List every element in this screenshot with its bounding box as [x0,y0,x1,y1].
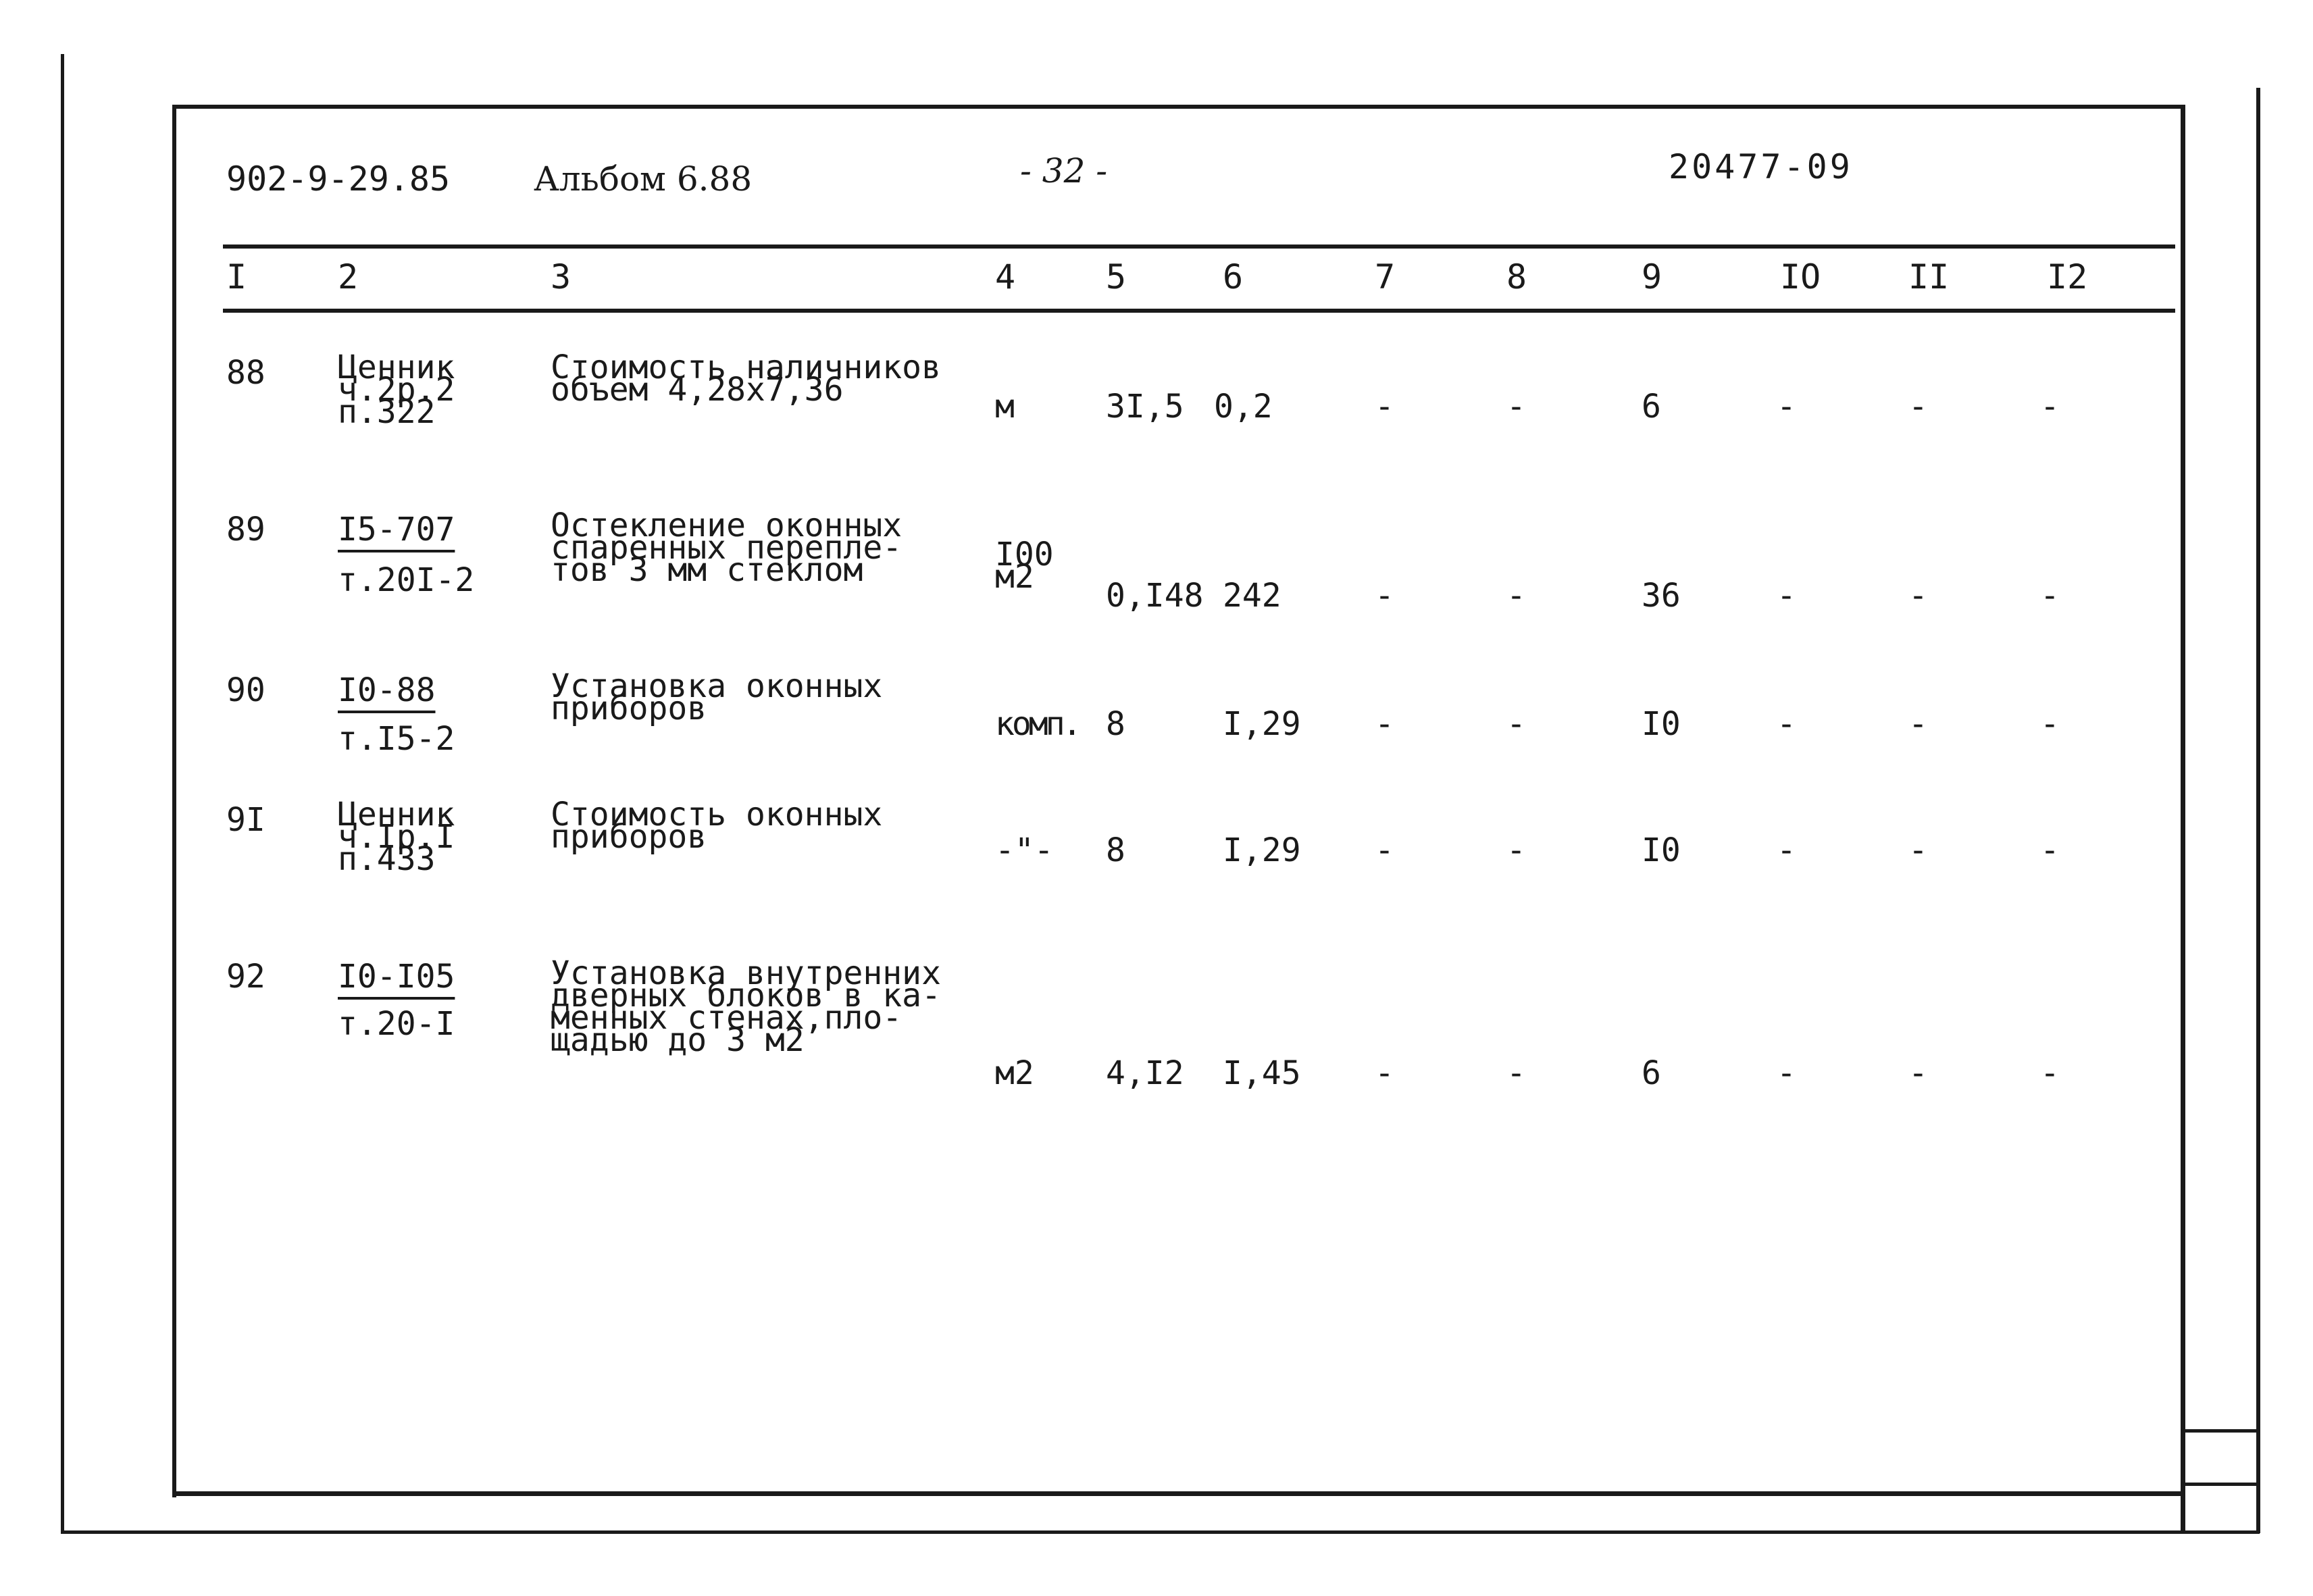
col-5-value: 8 [1106,831,1125,869]
col-5-value: 3I,5 [1106,388,1184,426]
unit: -"- [995,831,1054,869]
col-12-value: - [2040,577,2060,615]
frame-right [2181,105,2185,1533]
row-number: 9I [226,801,265,839]
page-number: - 32 - [1020,151,1108,190]
col-10-value: - [1777,577,1796,615]
col-5-value: 0,I48 [1106,577,1204,615]
row-number: 88 [226,354,265,392]
frame-left [172,105,176,1497]
col-9-value: I0 [1642,831,1681,869]
col-9-value: I0 [1642,705,1681,743]
col-7-value: - [1375,388,1394,426]
col-8-value: - [1506,388,1526,426]
col-header-7: 7 [1375,257,1396,297]
col-10-value: - [1777,831,1796,869]
right-margin-line [2256,88,2260,1533]
col-header-3: 3 [551,257,571,297]
col-11-value: - [1908,705,1928,743]
col-6-value: I,45 [1223,1054,1301,1092]
col-7-value: - [1375,831,1394,869]
unit: I00 м2 [995,536,1054,596]
header-rule-top [223,244,2175,249]
price-reference: Ценник ч.2р.2 п.322 [338,349,455,431]
price-reference-table: т.I5-2 [338,720,455,758]
col-header-5: 5 [1106,257,1127,297]
col-7-value: - [1375,1054,1394,1092]
col-8-value: - [1506,577,1526,615]
work-description: Остекление оконных спаренных перепле- тов 3 мм стеклом [551,507,903,589]
col-9-value: 6 [1642,1054,1661,1092]
price-reference: Ценник ч.Iр.I п.433 [338,796,455,878]
col-11-value: - [1908,1054,1928,1092]
frame-top [172,105,2185,109]
col-6-value: 0,2 [1214,388,1273,426]
col-6-value: I,29 [1223,831,1301,869]
col-12-value: - [2040,388,2060,426]
col-header-12: I2 [2047,257,2088,297]
col-5-value: 8 [1106,705,1125,743]
stamp-box-mid [2181,1483,2260,1486]
col-10-value: - [1777,705,1796,743]
work-description: Установка оконных приборов [551,667,883,727]
unit: м2 [995,1054,1034,1092]
work-description: Стоимость оконных приборов [551,796,883,856]
work-description: Установка внутренних дверных блоков в ка- менных стенах,пло- щадью до 3 м2 [551,954,941,1059]
price-reference-code: I0-I05 [338,958,455,996]
col-header-6: 6 [1223,257,1244,297]
row-number: 90 [226,671,265,709]
col-11-value: - [1908,388,1928,426]
document-code: 902-9-29.85 [226,159,451,199]
album-label: Альбом 6.88 [534,159,753,199]
col-5-value: 4,I2 [1106,1054,1184,1092]
work-description: Стоимость наличников объем 4,28х7,36 [551,349,941,409]
col-11-value: - [1908,831,1928,869]
unit: м [995,388,1015,426]
col-12-value: - [2040,1054,2060,1092]
col-8-value: - [1506,705,1526,743]
col-10-value: - [1777,388,1796,426]
header-rule-bottom [223,309,2175,313]
unit: комп. [995,705,1079,743]
price-reference-code: I0-88 [338,671,436,709]
col-header-4: 4 [995,257,1016,297]
price-reference-code: I5-707 [338,511,455,548]
col-12-value: - [2040,831,2060,869]
col-header-9: 9 [1642,257,1662,297]
col-9-value: 36 [1642,577,1681,615]
col-header-8: 8 [1506,257,1527,297]
price-reference-table: т.20-I [338,1005,455,1043]
col-9-value: 6 [1642,388,1661,426]
col-7-value: - [1375,577,1394,615]
col-8-value: - [1506,1054,1526,1092]
bottom-margin-line [61,1530,2260,1534]
price-reference-table: т.20I-2 [338,561,475,599]
col-header-10: IO [1780,257,1821,297]
col-7-value: - [1375,705,1394,743]
col-6-value: 242 [1223,577,1281,615]
col-12-value: - [2040,705,2060,743]
inventory-number: 20477-09 [1669,147,1853,186]
col-11-value: - [1908,577,1928,615]
col-header-11: II [1908,257,1950,297]
col-header-1: I [226,257,247,297]
left-margin-line [61,54,64,1533]
col-10-value: - [1777,1054,1796,1092]
col-6-value: I,29 [1223,705,1301,743]
row-number: 92 [226,958,265,996]
col-header-2: 2 [338,257,359,297]
stamp-box-top [2181,1429,2260,1433]
row-number: 89 [226,511,265,548]
col-8-value: - [1506,831,1526,869]
frame-bottom [172,1491,2185,1496]
